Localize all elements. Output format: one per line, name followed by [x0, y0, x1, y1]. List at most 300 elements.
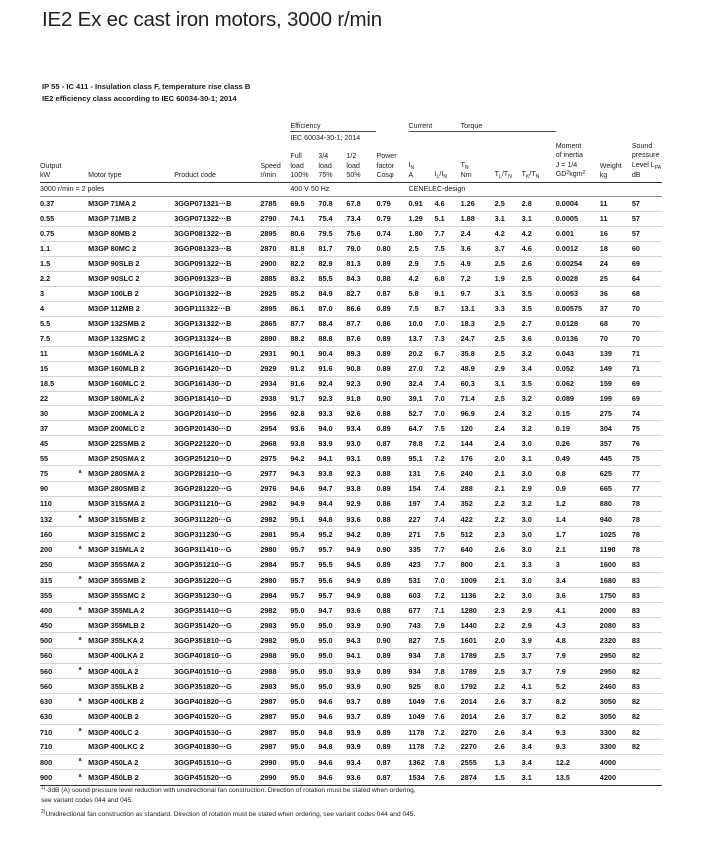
row-efficiency-75: 94.8	[318, 724, 346, 739]
table-row	[40, 286, 662, 301]
row-rated-current: 335	[409, 542, 435, 557]
row-breakdown-torque-ratio: 2.9	[522, 618, 556, 633]
row-efficiency-100: 85.2	[290, 286, 318, 301]
row-current-ratio: 6.7	[435, 346, 461, 361]
row-footnote-marker	[72, 542, 88, 557]
row-footnote-marker	[72, 663, 88, 678]
motor-specification-table	[40, 120, 662, 786]
row-current-ratio: 8.0	[435, 679, 461, 694]
row-sound-pressure: 82	[632, 724, 662, 739]
row-moment-of-inertia: 0.8	[556, 466, 600, 481]
row-weight: 2080	[600, 618, 632, 633]
group-efficiency-standard: IEC 60034-30-1; 2014	[290, 134, 361, 142]
row-motor-type: M3GP 355LKB 2	[88, 679, 174, 694]
row-rated-torque: 1440	[461, 618, 495, 633]
row-efficiency-75: 95.7	[318, 587, 346, 602]
row-product-code: 3GGP451510···G	[174, 754, 260, 769]
row-rated-current: 95.1	[409, 451, 435, 466]
row-product-code: 3GGP351820···G	[174, 679, 260, 694]
row-efficiency-75: 95.0	[318, 618, 346, 633]
table-row	[40, 301, 662, 316]
row-product-code: 3GGP401820···G	[174, 694, 260, 709]
row-weight: 445	[600, 451, 632, 466]
row-speed: 2885	[260, 271, 290, 286]
row-weight: 880	[600, 496, 632, 511]
row-moment-of-inertia: 0.0012	[556, 241, 600, 256]
row-rated-current: 5.8	[409, 286, 435, 301]
row-current-ratio: 7.4	[435, 511, 461, 526]
row-efficiency-50: 67.8	[346, 196, 376, 211]
row-moment-of-inertia: 0.0053	[556, 286, 600, 301]
row-weight: 1680	[600, 572, 632, 587]
row-breakdown-torque-ratio: 3.0	[522, 527, 556, 542]
row-efficiency-75: 70.8	[318, 196, 346, 211]
row-rated-current: 827	[409, 633, 435, 648]
row-output-kw: 900	[40, 773, 53, 783]
row-breakdown-torque-ratio: 2.9	[522, 602, 556, 617]
table-row	[40, 527, 662, 542]
row-footnote-marker	[72, 679, 88, 694]
row-footnote-marker	[72, 271, 88, 286]
row-current-ratio: 7.5	[435, 256, 461, 271]
table-row	[40, 724, 662, 739]
row-moment-of-inertia: 7.9	[556, 663, 600, 678]
row-breakdown-torque-ratio: 3.4	[522, 724, 556, 739]
row-breakdown-torque-ratio: 2.6	[522, 256, 556, 271]
col-efficiency-full-load: Full load 100%	[290, 152, 309, 180]
row-efficiency-100: 94.3	[290, 466, 318, 481]
row-speed: 2954	[260, 421, 290, 436]
row-power-factor: 0.74	[376, 226, 408, 241]
row-sound-pressure: 71	[632, 361, 662, 376]
row-locked-torque-ratio: 2.5	[495, 196, 522, 211]
row-breakdown-torque-ratio: 3.5	[522, 286, 556, 301]
row-power-factor: 0.88	[376, 511, 408, 526]
row-output-kw: 0.37	[40, 196, 72, 211]
row-moment-of-inertia: 0.0028	[556, 271, 600, 286]
row-sound-pressure: 78	[632, 496, 662, 511]
row-efficiency-50: 93.6	[346, 511, 376, 526]
row-breakdown-torque-ratio: 3.7	[522, 663, 556, 678]
row-breakdown-torque-ratio: 3.1	[522, 211, 556, 226]
row-rated-torque: 1789	[461, 663, 495, 678]
row-locked-torque-ratio: 2.6	[495, 724, 522, 739]
row-footnote-marker	[72, 618, 88, 633]
row-current-ratio: 7.6	[435, 694, 461, 709]
row-motor-type: M3GP 180MLA 2	[88, 391, 174, 406]
row-moment-of-inertia: 0.089	[556, 391, 600, 406]
col-moment-of-inertia: Moment of inertia J = 1/4 $GD^2kgm^2$	[555, 142, 586, 179]
row-motor-type: M3GP 315SMC 2	[88, 527, 174, 542]
row-efficiency-100: 95.1	[290, 511, 318, 526]
row-output-kw: 355	[40, 587, 72, 602]
row-locked-torque-ratio: 2.9	[495, 361, 522, 376]
row-efficiency-100: 92.8	[290, 406, 318, 421]
row-output-kw: 200	[40, 542, 72, 557]
row-moment-of-inertia: 0.052	[556, 361, 600, 376]
row-efficiency-75: 84.9	[318, 286, 346, 301]
row-product-code: 3GGP281220···G	[174, 481, 260, 496]
row-rated-torque: 422	[461, 511, 495, 526]
row-locked-torque-ratio: 2.5	[495, 331, 522, 346]
row-power-factor: 0.79	[376, 211, 408, 226]
row-current-ratio: 5.1	[435, 211, 461, 226]
col-current-ratio: $I_L/I_N$	[434, 170, 448, 180]
row-product-code: 3GGP351230···G	[174, 587, 260, 602]
row-weight: 11	[600, 196, 632, 211]
table-row	[40, 648, 662, 663]
row-efficiency-50: 75.6	[346, 226, 376, 241]
row-product-code: 3GGP071321···B	[174, 196, 260, 211]
row-rated-current: 1.29	[409, 211, 435, 226]
row-speed: 2983	[260, 679, 290, 694]
row-weight: 304	[600, 421, 632, 436]
row-breakdown-torque-ratio: 3.0	[522, 542, 556, 557]
row-product-code: 3GGP311210···G	[174, 496, 260, 511]
row-efficiency-75: 88.4	[318, 316, 346, 331]
row-locked-torque-ratio: 2.6	[495, 739, 522, 754]
band-voltage: 400 V 50 Hz	[290, 183, 408, 197]
row-product-code: 3GGP401520···G	[174, 709, 260, 724]
row-sound-pressure: 82	[632, 709, 662, 724]
row-rated-torque: 3.6	[461, 241, 495, 256]
row-current-ratio: 7.2	[435, 587, 461, 602]
row-moment-of-inertia: 9.3	[556, 739, 600, 754]
row-efficiency-75: 95.0	[318, 648, 346, 663]
row-rated-torque: 2014	[461, 694, 495, 709]
row-rated-torque: 18.3	[461, 316, 495, 331]
row-moment-of-inertia: 0.00575	[556, 301, 600, 316]
row-current-ratio: 7.5	[435, 633, 461, 648]
row-efficiency-100: 86.1	[290, 301, 318, 316]
subheading-block	[42, 81, 250, 104]
row-breakdown-torque-ratio: 3.4	[522, 754, 556, 769]
row-locked-torque-ratio: 3.3	[495, 301, 522, 316]
row-power-factor: 0.88	[376, 271, 408, 286]
row-rated-torque: 640	[461, 542, 495, 557]
row-motor-type: M3GP 71MB 2	[88, 211, 174, 226]
row-rated-torque: 2014	[461, 709, 495, 724]
row-efficiency-75: 90.4	[318, 346, 346, 361]
row-output-kw: 4	[40, 301, 72, 316]
row-locked-torque-ratio: 2.3	[495, 602, 522, 617]
col-rated-current: $I_N$ A	[408, 160, 415, 180]
row-rated-current: 1178	[409, 724, 435, 739]
row-moment-of-inertia: 3.4	[556, 572, 600, 587]
row-rated-current: 1.80	[409, 226, 435, 241]
row-footnote-marker	[72, 286, 88, 301]
table-row	[40, 406, 662, 421]
row-moment-of-inertia: 0.15	[556, 406, 600, 421]
row-moment-of-inertia: 4.1	[556, 602, 600, 617]
row-sound-pressure: 74	[632, 406, 662, 421]
row-weight: 4200	[599, 773, 616, 783]
row-motor-type: M3GP 280SMA 2	[88, 466, 174, 481]
row-current-ratio: 7.4	[435, 496, 461, 511]
row-weight: 3300	[600, 724, 632, 739]
row-product-code: 3GGP221220···D	[174, 436, 260, 451]
row-weight: 199	[600, 391, 632, 406]
row-locked-torque-ratio: 2.2	[495, 587, 522, 602]
row-weight: 159	[600, 376, 632, 391]
row-moment-of-inertia: 8.2	[556, 709, 600, 724]
row-breakdown-torque-ratio: 3.7	[522, 709, 556, 724]
row-speed: 2977	[260, 466, 290, 481]
table-row	[40, 511, 662, 526]
row-rated-current: 227	[409, 511, 435, 526]
row-footnote-marker	[72, 421, 88, 436]
row-rated-current: 32.4	[409, 376, 435, 391]
table-row	[40, 679, 662, 694]
row-efficiency-100: 95.0	[290, 724, 318, 739]
row-rated-current: 423	[409, 557, 435, 572]
row-rated-torque: 352	[461, 496, 495, 511]
row-power-factor: 0.89	[376, 331, 408, 346]
row-footnote-marker	[72, 376, 88, 391]
row-breakdown-torque-ratio: 3.0	[522, 436, 556, 451]
row-efficiency-50: 92.3	[346, 466, 376, 481]
row-output-kw: 37	[40, 421, 72, 436]
row-product-code: 3GGP161420···D	[174, 361, 260, 376]
row-locked-torque-ratio: 1.9	[495, 271, 522, 286]
row-moment-of-inertia: 0.0004	[556, 196, 600, 211]
row-motor-type: M3GP 400LB 2	[88, 709, 174, 724]
table-row	[40, 436, 662, 451]
table-row	[40, 587, 662, 602]
row-rated-torque: 24.7	[461, 331, 495, 346]
row-sound-pressure: 60	[632, 241, 662, 256]
table-row	[40, 466, 662, 481]
row-efficiency-100: 94.2	[290, 451, 318, 466]
row-footnote-marker	[72, 256, 88, 271]
row-rated-torque: 176	[461, 451, 495, 466]
table-body	[40, 196, 662, 785]
row-rated-current: 154	[409, 481, 435, 496]
group-torque: Torque	[461, 120, 556, 132]
row-moment-of-inertia: 13.5	[555, 773, 570, 783]
row-output-kw: 400	[40, 602, 72, 617]
group-efficiency: Efficiency	[290, 120, 376, 132]
row-efficiency-75: 93.3	[318, 406, 346, 421]
row-sound-pressure: 82	[632, 739, 662, 754]
row-locked-torque-ratio: 2.1	[495, 466, 522, 481]
row-efficiency-50: 93.7	[346, 709, 376, 724]
row-rated-torque: 1601	[461, 633, 495, 648]
row-output-kw: 18.5	[40, 376, 72, 391]
row-rated-current: 934	[409, 663, 435, 678]
row-speed: 2931	[260, 346, 290, 361]
row-power-factor: 0.88	[376, 587, 408, 602]
row-breakdown-torque-ratio: 3.7	[522, 694, 556, 709]
row-rated-torque: 1.88	[461, 211, 495, 226]
row-power-factor: 0.89	[376, 648, 408, 663]
row-sound-pressure: 78	[632, 527, 662, 542]
row-weight: 2320	[600, 633, 632, 648]
row-power-factor: 0.86	[376, 496, 408, 511]
row-moment-of-inertia: 0.19	[556, 421, 600, 436]
row-locked-torque-ratio: 1.5	[494, 773, 505, 783]
row-motor-type: M3GP 315MLA 2	[88, 542, 174, 557]
group-current: Current	[409, 120, 461, 132]
row-weight: 625	[600, 466, 632, 481]
table-row	[40, 602, 662, 617]
row-motor-type: M3GP 80MB 2	[88, 226, 174, 241]
table-row	[40, 316, 662, 331]
row-sound-pressure: 70	[632, 316, 662, 331]
table-row	[40, 451, 662, 466]
row-footnote-marker	[72, 481, 88, 496]
row-output-kw: 630	[40, 694, 72, 709]
col-weight: Weight kg	[599, 161, 622, 180]
row-rated-current: 1049	[409, 709, 435, 724]
row-locked-torque-ratio: 2.0	[495, 451, 522, 466]
row-speed: 2987	[260, 739, 290, 754]
row-power-factor: 0.89	[376, 663, 408, 678]
row-speed: 2984	[260, 557, 290, 572]
row-locked-torque-ratio: 2.6	[495, 709, 522, 724]
row-product-code: 3GGP351410···G	[174, 602, 260, 617]
row-efficiency-100: 91.7	[290, 391, 318, 406]
row-current-ratio: 7.2	[435, 361, 461, 376]
row-motor-type: M3GP 225SMB 2	[88, 436, 174, 451]
row-current-ratio: 7.2	[435, 724, 461, 739]
row-motor-type: M3GP 355SMB 2	[88, 572, 174, 587]
row-sound-pressure: 83	[632, 633, 662, 648]
subheading-line-1: IP 55 - IC 411 - Insulation class F, temperature rise class B	[42, 82, 251, 91]
row-motor-type: M3GP 200MLA 2	[88, 406, 174, 421]
row-current-ratio: 7.7	[435, 226, 461, 241]
row-motor-type: M3GP 132SMB 2	[88, 316, 174, 331]
row-current-ratio: 7.3	[435, 331, 461, 346]
row-sound-pressure: 83	[632, 618, 662, 633]
row-power-factor: 0.88	[376, 602, 408, 617]
row-efficiency-50: 84.3	[346, 271, 376, 286]
col-output: Output kW	[40, 161, 62, 180]
table-row	[40, 663, 662, 678]
row-efficiency-100: 74.1	[290, 211, 318, 226]
row-efficiency-50: 93.7	[346, 694, 376, 709]
row-efficiency-100: 87.7	[290, 316, 318, 331]
row-power-factor: 0.90	[376, 391, 408, 406]
row-sound-pressure: 70	[632, 331, 662, 346]
row-breakdown-torque-ratio: 3.2	[522, 406, 556, 421]
footnote-superscript: a	[78, 666, 82, 673]
row-power-factor: 0.79	[376, 196, 408, 211]
row-footnote-marker	[72, 241, 88, 256]
row-efficiency-75: 85.5	[318, 271, 346, 286]
row-current-ratio: 7.6	[435, 466, 461, 481]
table-head	[40, 120, 662, 196]
row-weight: 18	[600, 241, 632, 256]
row-efficiency-75: 93.9	[318, 436, 346, 451]
row-speed: 2990	[260, 754, 290, 769]
row-product-code: 3GGP351220···G	[174, 572, 260, 587]
row-product-code: 3GGP451520···G	[174, 773, 232, 783]
row-footnote-marker	[72, 709, 88, 724]
row-motor-type: M3GP 400LA 2	[88, 663, 174, 678]
row-product-code: 3GGP131322···B	[174, 316, 260, 331]
row-footnote-marker	[72, 436, 88, 451]
row-efficiency-50: 82.7	[346, 286, 376, 301]
row-efficiency-100: 81.8	[290, 241, 318, 256]
row-rated-current: 27.0	[409, 361, 435, 376]
table-row	[40, 496, 662, 511]
row-sound-pressure: 71	[632, 346, 662, 361]
row-rated-current: 78.8	[409, 436, 435, 451]
row-product-code: 3GGP311410···G	[174, 542, 260, 557]
row-output-kw: 132	[40, 511, 72, 526]
row-efficiency-100: 95.0	[290, 633, 318, 648]
row-product-code: 3GGP351210···G	[174, 557, 260, 572]
row-locked-torque-ratio: 2.1	[495, 481, 522, 496]
row-sound-pressure: 83	[632, 679, 662, 694]
row-breakdown-torque-ratio: 3.4	[522, 739, 556, 754]
row-efficiency-50: 92.6	[346, 406, 376, 421]
row-motor-type: M3GP 71MA 2	[88, 196, 174, 211]
row-output-kw: 800	[40, 754, 72, 769]
header-group-row-1	[40, 120, 662, 132]
row-footnote-marker	[72, 694, 88, 709]
row-locked-torque-ratio: 2.6	[495, 542, 522, 557]
row-product-code: 3GGP351810···G	[174, 633, 260, 648]
row-speed: 2968	[260, 436, 290, 451]
row-current-ratio: 7.9	[435, 618, 461, 633]
footnote-b-marker: 2)	[41, 808, 46, 815]
row-weight: 70	[600, 331, 632, 346]
row-weight: 357	[600, 436, 632, 451]
row-footnote-marker	[72, 466, 88, 481]
row-efficiency-50: 90.8	[346, 361, 376, 376]
row-sound-pressure: 82	[632, 694, 662, 709]
row-breakdown-torque-ratio: 4.2	[522, 226, 556, 241]
row-product-code: 3GGP201410···D	[174, 406, 260, 421]
row-motor-type: M3GP 315SMA 2	[88, 496, 174, 511]
row-motor-type: M3GP 280SMB 2	[88, 481, 174, 496]
row-moment-of-inertia: 0.00254	[556, 256, 600, 271]
row-motor-type: M3GP 315SMB 2	[88, 511, 174, 526]
table-row	[40, 391, 662, 406]
row-weight: 3050	[600, 709, 632, 724]
row-efficiency-75: 81.7	[318, 241, 346, 256]
row-efficiency-100: 82.2	[290, 256, 318, 271]
row-current-ratio: 7.0	[435, 572, 461, 587]
row-power-factor: 0.89	[376, 346, 408, 361]
row-locked-torque-ratio: 2.4	[495, 406, 522, 421]
row-power-factor: 0.90	[376, 679, 408, 694]
row-efficiency-50: 94.9	[346, 542, 376, 557]
row-moment-of-inertia: 0.0005	[556, 211, 600, 226]
row-efficiency-50: 92.3	[346, 376, 376, 391]
row-sound-pressure: 69	[632, 391, 662, 406]
row-efficiency-75: 95.6	[318, 572, 346, 587]
row-rated-current: 7.5	[409, 301, 435, 316]
row-output-kw: 160	[40, 527, 72, 542]
band-design: CENELEC-design	[409, 183, 662, 197]
row-weight: 24	[600, 256, 632, 271]
row-efficiency-75: 91.6	[318, 361, 346, 376]
row-footnote-marker	[72, 406, 88, 421]
row-weight: 1190	[600, 542, 632, 557]
row-output-kw: 55	[40, 451, 72, 466]
row-efficiency-50: 86.6	[346, 301, 376, 316]
footnote-superscript: a	[78, 757, 82, 764]
row-product-code: 3GGP131324···B	[174, 331, 260, 346]
row-output-kw: 315	[40, 572, 72, 587]
row-efficiency-100: 95.0	[290, 694, 318, 709]
row-moment-of-inertia: 0.001	[556, 226, 600, 241]
row-breakdown-torque-ratio: 3.2	[522, 346, 556, 361]
row-weight: 4000	[600, 754, 632, 769]
